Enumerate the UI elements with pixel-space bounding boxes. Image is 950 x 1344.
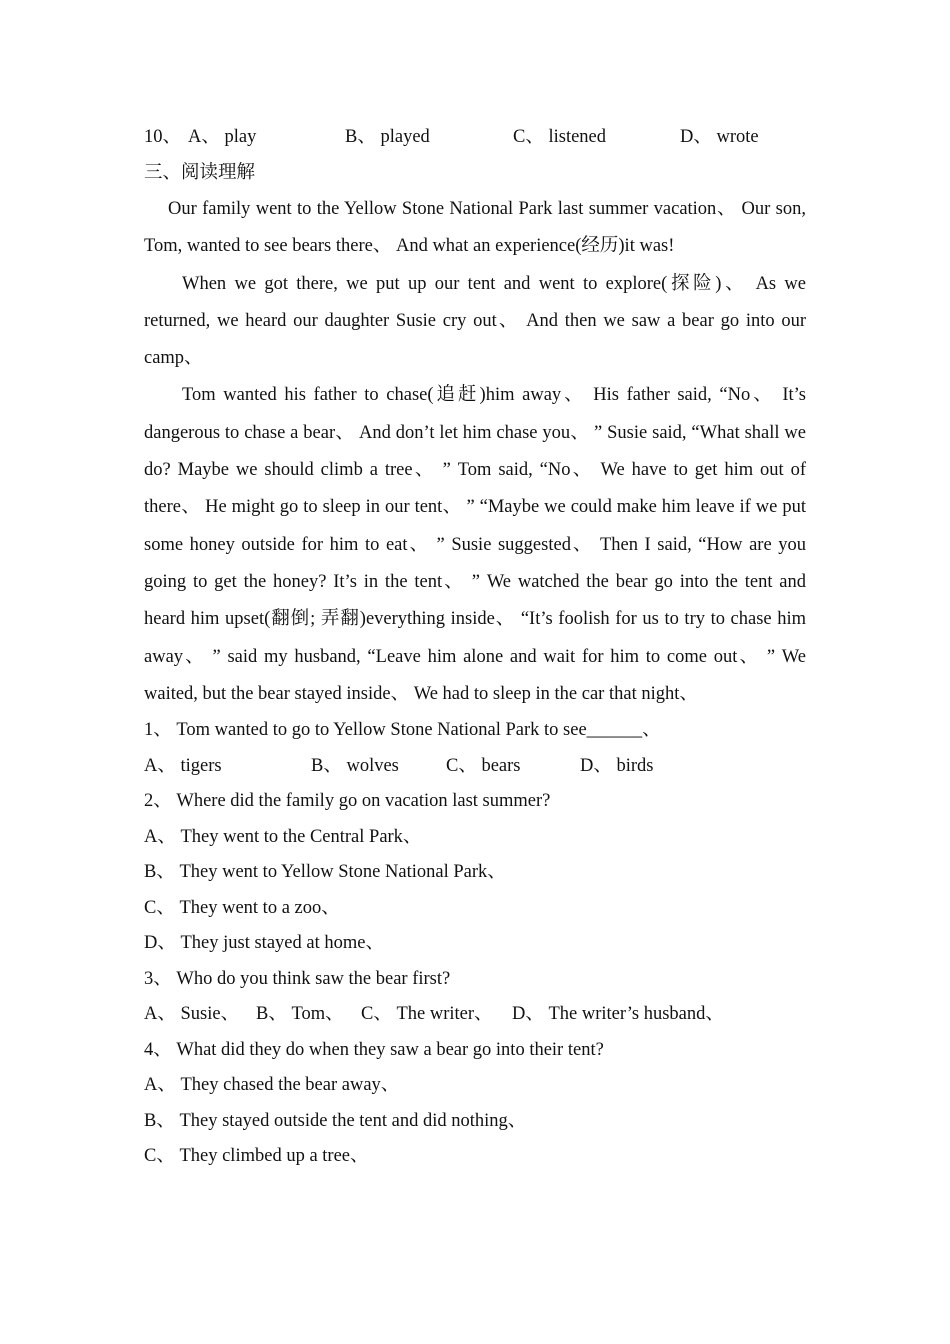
option-b: B、 They went to Yellow Stone National Park、 xyxy=(144,862,506,883)
option-a: A、 tigers xyxy=(144,755,222,776)
option-b: B、 Tom、 xyxy=(256,1004,344,1025)
section-title: 三、阅读理解 xyxy=(144,162,256,183)
question-4-stem: 4、 What did they do when they saw a bear go into their tent? xyxy=(144,1039,604,1060)
option-a: A、 They went to the Central Park、 xyxy=(144,826,422,847)
question-10-options xyxy=(144,120,806,156)
option-b: B、 They stayed outside the tent and did nothing、 xyxy=(144,1110,527,1131)
question-1-options xyxy=(144,749,806,785)
passage-paragraph-3: Tom wanted his father to chase(追赶)him away、 His father said, “No、 It’s dangerous to chase a bear、 And don’t let him chase you、 ” Susie said, “What shall we do? Maybe we should climb a tree、 ” Tom said, “No、 We have to get him out of there、 He might go to sleep in our tent、 ” “Maybe we could make him leave if we put some honey outside for him to eat、 ” Susie suggested、 Then I said, “How are you going to get the honey? It’s in the tent、 ” We watched the bear go into the tent and heard him upset(翻倒; 弄翻)everything inside、 “It’s foolish for us to try to chase him away、 ” said my husband, “Leave him alone and wait for him to come out、 ” We waited, but the bear stayed inside、 We had to sleep in the car that night、 xyxy=(144,385,806,704)
question-3-options xyxy=(144,997,806,1033)
option-d: D、 The writer’s husband、 xyxy=(512,1004,724,1025)
question-3-stem: 3、 Who do you think saw the bear first? xyxy=(144,968,451,989)
question-2-stem: 2、 Where did the family go on vacation last summer? xyxy=(144,791,551,812)
option-b: B、 wolves xyxy=(311,755,399,776)
option-c: C、 They climbed up a tree、 xyxy=(144,1146,369,1167)
option-c: C、 They went to a zoo、 xyxy=(144,897,340,918)
option-a: A、 play xyxy=(188,127,257,147)
question-1-stem: 1、 Tom wanted to go to Yellow Stone National Park to see______、 xyxy=(144,720,661,741)
option-b: B、 played xyxy=(345,127,430,147)
page-content xyxy=(144,120,806,1175)
passage-paragraph-1: Our family went to the Yellow Stone National Park last summer vacation、 Our son, Tom, wanted to see bears there、 And what an experience(经历)it was! xyxy=(144,199,806,257)
option-d: D、 wrote xyxy=(680,127,759,147)
option-c: C、 bears xyxy=(446,755,521,776)
option-c: C、 listened xyxy=(513,127,607,147)
option-c: C、 The writer、 xyxy=(361,1004,493,1025)
question-number: 10、 xyxy=(144,127,182,147)
option-d: D、 birds xyxy=(580,755,654,776)
option-a: A、 Susie、 xyxy=(144,1004,240,1025)
option-d: D、 They just stayed at home、 xyxy=(144,933,384,954)
passage-paragraph-2: When we got there, we put up our tent and went to explore(探险)、 As we returned, we heard our daughter Susie cry out、 And then we saw a bear go into our camp、 xyxy=(144,273,806,369)
option-a: A、 They chased the bear away、 xyxy=(144,1075,400,1096)
